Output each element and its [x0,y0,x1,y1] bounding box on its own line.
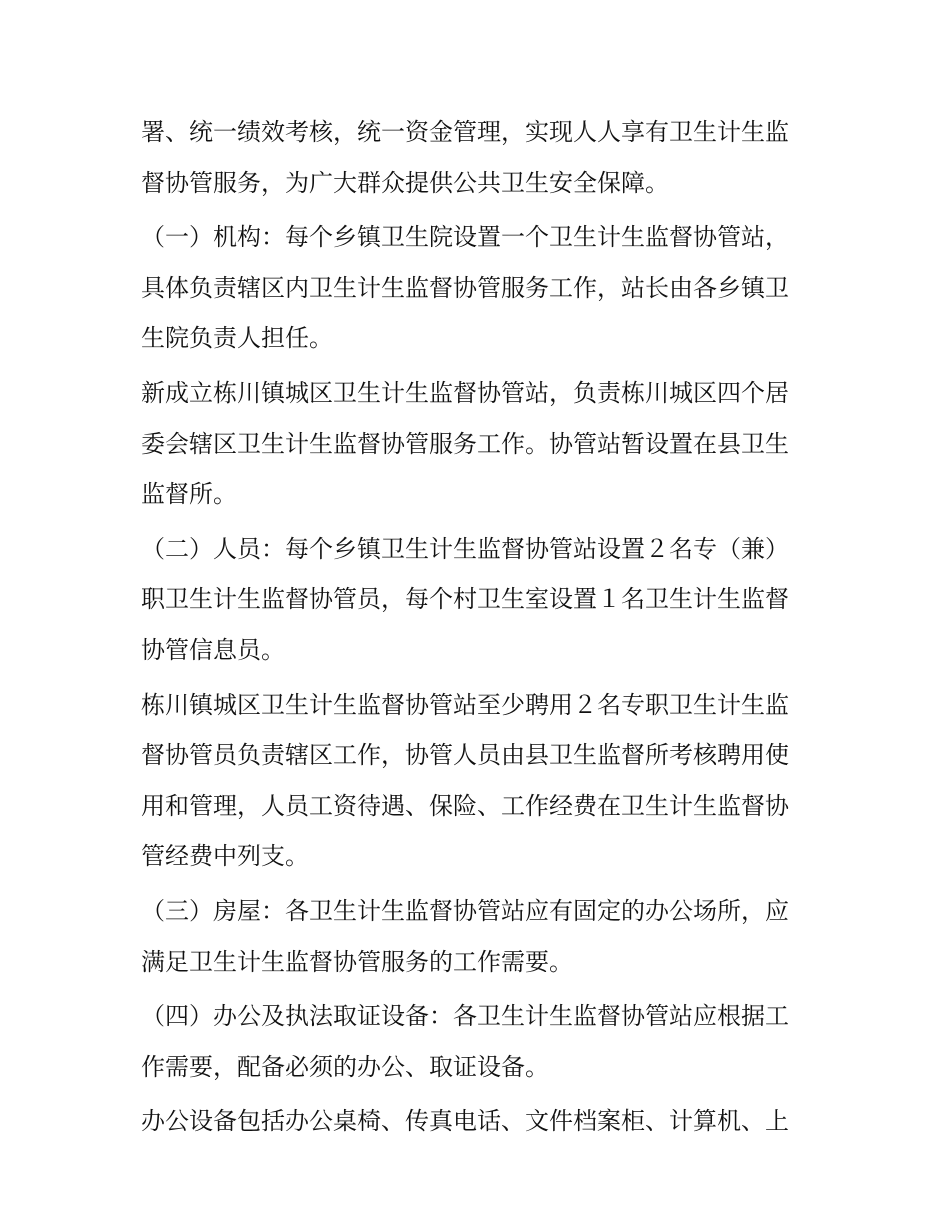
text-line: （一）机构：每个乡镇卫生院设置一个卫生计生监督协管站， [141,223,789,252]
paragraph-section-1-institution [141,212,813,364]
text-line: 督协管员负责辖区工作，协管人员由县卫生监督所考核聘用使 [141,741,789,770]
text-line: 协管信息员。 [141,635,285,664]
text-line: 委会辖区卫生计生监督协管服务工作。协管站暂设置在县卫生 [141,429,789,458]
paragraph-section-2-personnel [141,524,813,676]
text-line: 署、统一绩效考核，统一资金管理，实现人人享有卫生计生监 [141,118,789,146]
document-body [141,107,813,1151]
text-line: 监督所。 [141,480,237,509]
text-line: 管经费中列支。 [141,842,309,871]
paragraph-section-3-premises [141,886,813,987]
paragraph-section-4-equipment [141,991,813,1092]
text-line: 用和管理，人员工资待遇、保险、工作经费在卫生计生监督协 [141,791,789,820]
text-line: （二）人员：每个乡镇卫生计生监督协管站设置２名专（兼） [141,534,789,563]
text-line: （三）房屋：各卫生计生监督协管站应有固定的办公场所，应 [141,896,789,925]
text-line: 督协管服务，为广大群众提供公共卫生安全保障。 [141,168,669,197]
paragraph-office-equipment [141,1096,813,1147]
text-line: （四）办公及执法取证设备：各卫生计生监督协管站应根据工 [141,1002,789,1031]
text-line: 具体负责辖区内卫生计生监督协管服务工作，站长由各乡镇卫 [141,273,789,302]
paragraph-urban-staffing [141,680,813,882]
text-line: 栋川镇城区卫生计生监督协管站至少聘用２名专职卫生计生监 [141,690,789,719]
paragraph-new-station [141,368,813,520]
text-line: 满足卫生计生监督协管服务的工作需要。 [141,947,573,976]
text-line: 新成立栋川镇城区卫生计生监督协管站，负责栋川城区四个居 [141,378,789,407]
text-line: 办公设备包括办公桌椅、传真电话、文件档案柜、计算机、上 [141,1107,789,1136]
text-line: 作需要，配备必须的办公、取证设备。 [141,1052,549,1081]
text-line: 职卫生计生监督协管员，每个村卫生室设置１名卫生计生监督 [141,585,789,614]
text-line: 生院负责人担任。 [141,324,333,353]
paragraph-intro-continuation [141,107,813,208]
